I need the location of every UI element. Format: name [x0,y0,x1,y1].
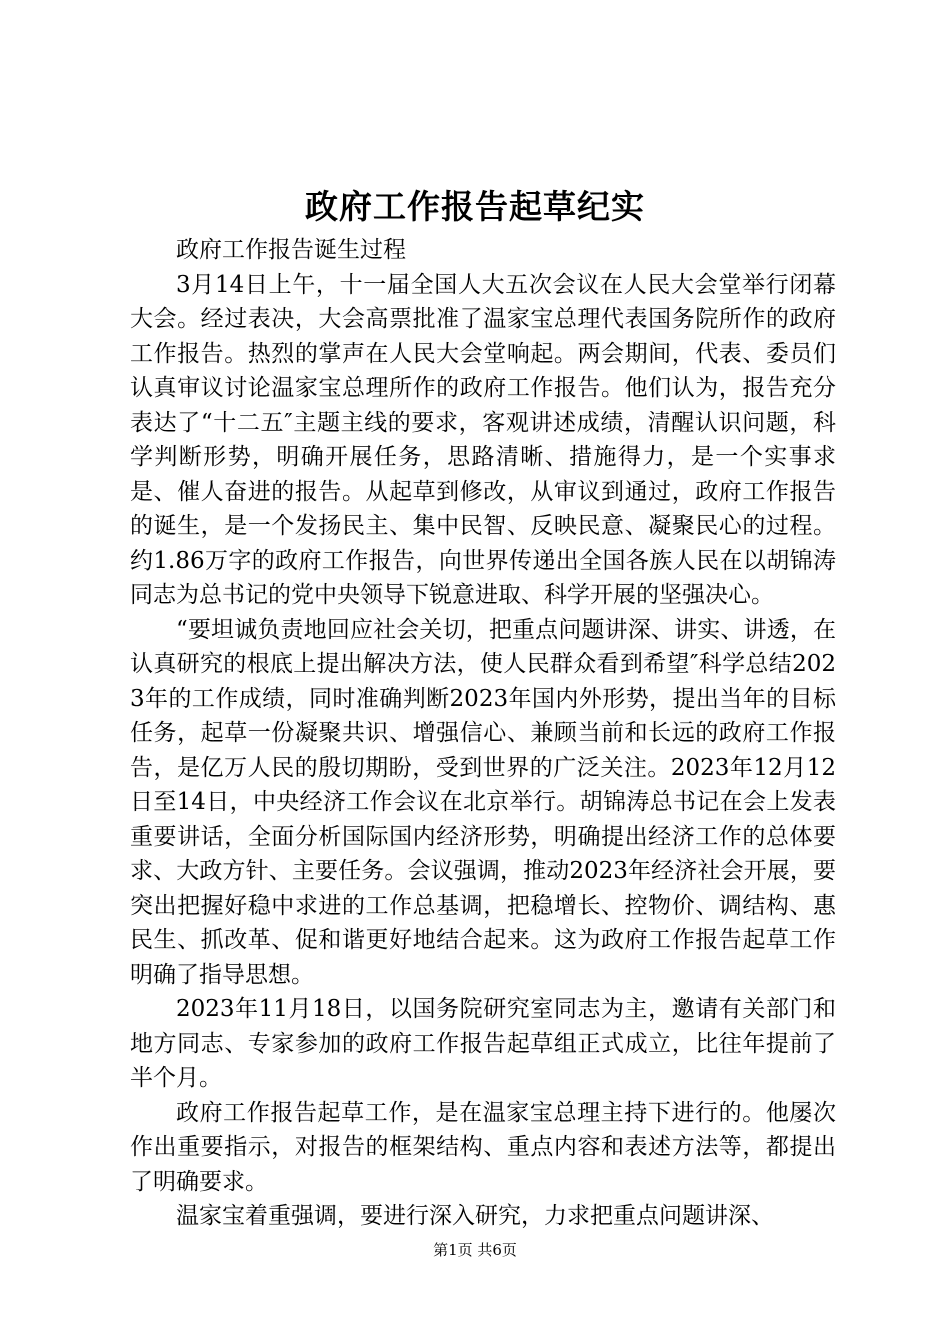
paragraph: 2023年11月18日，以国务院研究室同志为主，邀请有关部门和地方同志、专家参加的政府工作报告起草组正式成立，比往年提前了半个月。 [130,996,836,1091]
paragraph: 温家宝着重强调，要进行深入研究，力求把重点问题讲深、 [176,1203,774,1229]
document-title: 政府工作报告起草纪实 [305,187,645,226]
paragraph: 3月14日上午，十一届全国人大五次会议在人民大会堂举行闭幕大会。经过表决，大会高票批准了温家宝总理代表国务院所作的政府工作报告。热烈的掌声在人民大会堂响起。两会期间，代表、委员们认真审议讨论温家宝总理所作的政府工作报告。他们认为，报告充分表达了“十二五″主题主线的要求，客观讲述成绩，清醒认识问题，科学判断形势，明确开展任务，思路清晰、措施得力，是一个实事求是、催人奋进的报告。从起草到修改，从审议到通过，政府工作报告的诞生，是一个发扬民主、集中民智、反映民意、凝聚民心的过程。约1.86万字的政府工作报告，向世界传递出全国各族人民在以胡锦涛同志为总书记的党中央领导下锐意进取、科学开展的坚强决心。 [130,271,836,608]
page-number-footer: 第1页 共6页 [433,1241,517,1259]
paragraph-subtitle: 政府工作报告诞生过程 [176,237,406,263]
paragraph: 政府工作报告起草工作，是在温家宝总理主持下进行的。他屡次作出重要指示，对报告的框架结构、重点内容和表述方法等，都提出了明确要求。 [130,1099,836,1195]
document-body [130,233,836,1234]
paragraph: “要坦诚负责地回应社会关切，把重点问题讲深、讲实、讲透，在认真研究的根底上提出解决方法，使人民群众看到希望″科学总结2023年的工作成绩，同时准确判断2023年国内外形势，提出当年的目标任务，起草一份凝聚共识、增强信心、兼顾当前和长远的政府工作报告，是亿万人民的殷切期盼，受到世界的广泛关注。2023年12月12日至14日，中央经济工作会议在北京举行。胡锦涛总书记在会上发表重要讲话，全面分析国际国内经济形势，明确提出经济工作的总体要求、大政方针、主要任务。会议强调，推动2023年经济社会开展，要突出把握好稳中求进的工作总基调，把稳增长、控物价、调结构、惠民生、抓改革、促和谐更好地结合起来。这为政府工作报告起草工作明确了指导思想。 [130,616,836,988]
